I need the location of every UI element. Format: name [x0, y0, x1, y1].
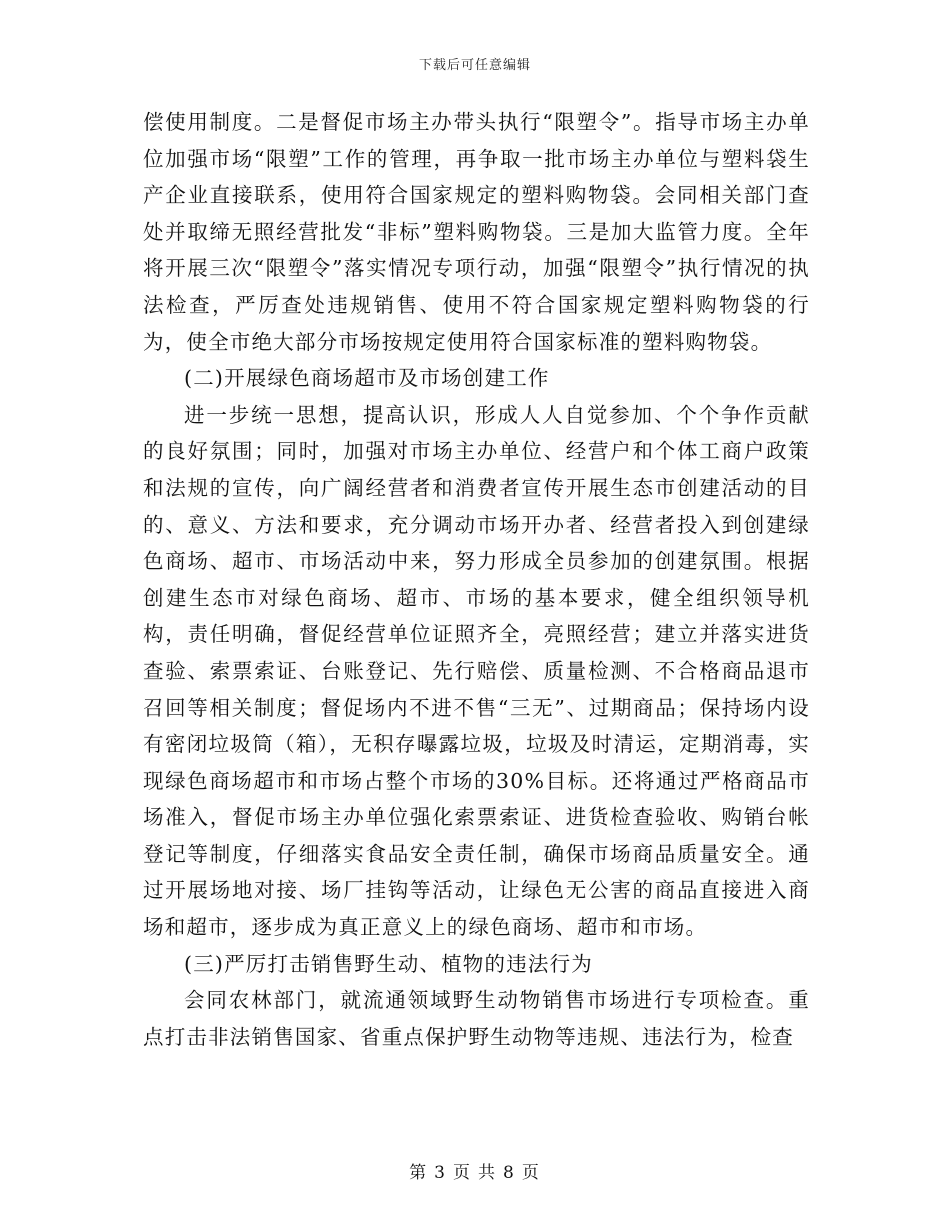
document-body: [143, 104, 810, 1055]
paragraph-continuation: 偿使用制度。二是督促市场主办带头执行“限塑令”。指导市场主办单位加强市场“限塑”工作的管理，再争取一批市场主办单位与塑料袋生产企业直接联系，使用符合国家规定的塑料购物袋。会同相关部门查处并取缔无照经营批发“非标”塑料购物袋。三是加大监管力度。全年将开展三次“限塑令”落实情况专项行动，加强“限塑令”执行情况的执法检查，严厉查处违规销售、使用不符合国家规定塑料购物袋的行为，使全市绝大部分市场按规定使用符合国家标准的塑料购物袋。: [143, 110, 810, 354]
page-label-suffix: 页: [521, 1163, 541, 1183]
paragraph-green-market: 进一步统一思想，提高认识，形成人人自觉参加、个个争作贡献的良好氛围；同时，加强对市场主办单位、经营户和个体工商户政策和法规的宣传，向广阔经营者和消费者宣传开展生态市创建活动的目的、意义、方法和要求，充分调动市场开办者、经营者投入到创建绿色商场、超市、市场活动中来，努力形成全员参加的创建氛围。根据创建生态市对绿色商场、超市、市场的基本要求，健全组织领导机构，责任明确，督促经营单位证照齐全，亮照经营；建立并落实进货查验、索票索证、台账登记、先行赔偿、质量检测、不合格商品退市召回等相关制度；督促场内不进不售“三无”、过期商品；保持场内设有密闭垃圾筒（箱），无积存曝露垃圾，垃圾及时清运，定期消毒，实现绿色商场超市和市场占整个市场的30%目标。还将通过严格商品市场准入，督促市场主办单位强化索票索证、进货检查验收、购销台帐登记等制度，仔细落实食品安全责任制，确保市场商品质量安全。通过开展场地对接、场厂挂钩等活动，让绿色无公害的商品直接进入商场和超市，逐步成为真正意义上的绿色商场、超市和市场。: [143, 402, 810, 940]
section-heading-2: (二)开展绿色商场超市及市场创建工作: [184, 366, 550, 391]
page-number-current: 3: [434, 1163, 447, 1183]
page-label-prefix: 第: [409, 1163, 429, 1183]
page-number-total: 8: [503, 1163, 516, 1183]
paragraph-wildlife: 会同农林部门，就流通领域野生动物销售市场进行专项检查。重点打击非法销售国家、省重点保护野生动物等违规、违法行为，检查: [143, 988, 810, 1049]
page-header: 下载后可任意编辑: [418, 58, 531, 73]
page-footer: [0, 1158, 950, 1183]
page-label-middle: 页: [453, 1163, 472, 1183]
section-heading-3: (三)严厉打击销售野生动、植物的违法行为: [184, 951, 593, 976]
page-label-total-prefix: 共: [478, 1163, 497, 1183]
